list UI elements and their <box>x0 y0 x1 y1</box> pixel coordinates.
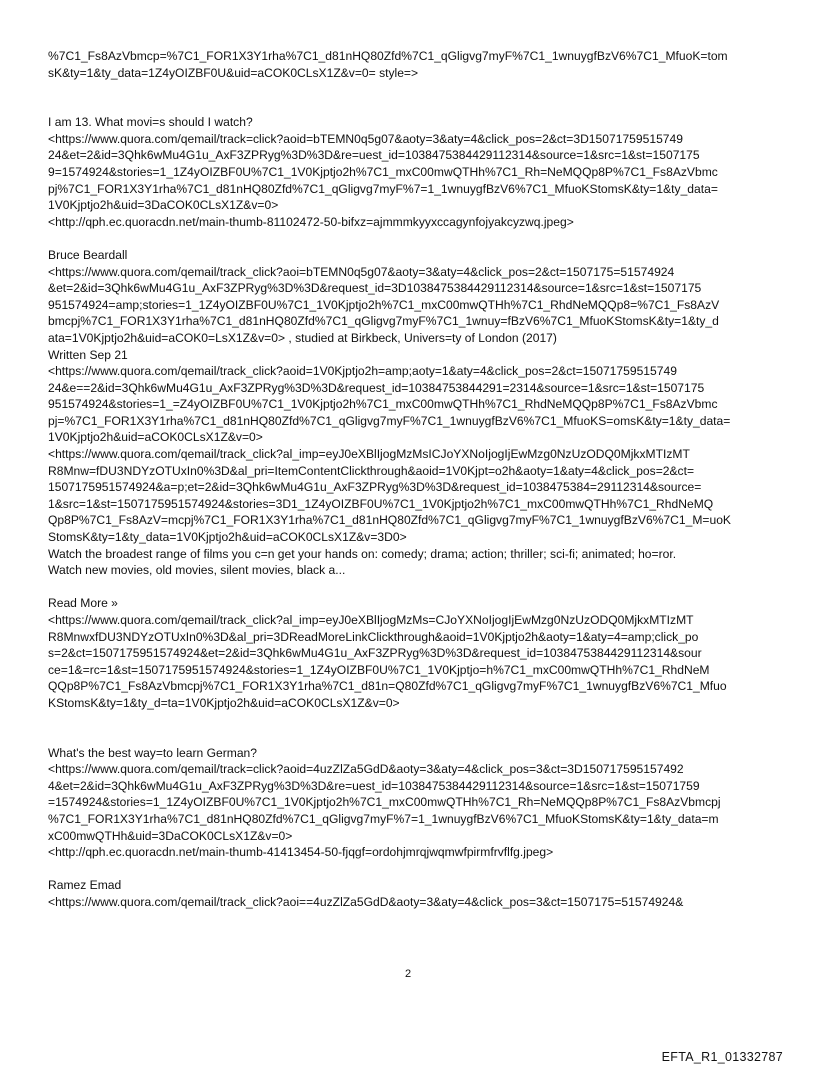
text-block-read-more: Read More » <https://www.quora.com/qemail/track_click?al_imp=eyJ0eXBlIjogMzMs=CJoYXNoIjogIjEwMzg0NzUzODQ0MjkxMTIzMT R8MnwxfDU3NDYzOTUxIn0%3D&al_pri=3DReadMoreLinkClickthrough&aoid=1V0Kjptjo2h&aoty=1&aty=4=amp;click_po s=2&ct=1507175951574924&et=2&id=3Qhk6wMu4G1u_AxF3ZPRyg%3D%3D&request_id=1038475384429112314&sour ce=1&=rc=1&st=1507175951574924&stories=1_1Z4yOIZBF0U%7C1_1V0Kjptjo=h%7C1_mxC00mwQTHh%7C1_RhdNeM QQp8P%7C1_Fs8AzVbmcpj%7C1_FOR1X3Y1rha%7C1_d81n=Q80Zfd%7C1_qGligvg7myF%7C1_1wnuygfBzV6%7C1_Mfuo KStomsK&ty=1&ty_d=ta=1V0Kjptjo2h&uid=aCOK0CLsX1Z&v=0> <box>48 596 727 710</box>
text-block-question-german: What's the best way=to learn German? <https://www.quora.com/qemail/track=click?aoid=4uzZlZa5GdD&aoty=3&aty=4&click_pos=3&ct=3D150717595157492 4&et=2&id=3Qhk6wMu4G1u_AxF3ZPRyg%3D%3D&re=uest_id=1038475384429112314&source=1&src=1&st=15071759 =1574924&stories=1_1Z4yOIZBF0U%7C1_1V0Kjptjo2h%7C1_mxC00mwQTHh%7C1_Rh=NeMQQp8P%7C1_Fs8AzVbmcpj %7C1_FOR1X3Y1rha%7C1_d81nHQ80Zfd%7C1_qGligvg7myF%7=1_1wnuygfBzV6%7C1_MfuoKStomsK&ty=1&ty_data=m xC00mwQTHh&uid=3DaCOK0CLsX1Z&v=0> <http://qph.ec.quoracdn.net/main-thumb-41413454-50-fjqgf=ordohjmrqjwqmwfpirmfrvflfg.jpeg> <box>48 745 721 860</box>
spacer <box>48 230 772 247</box>
text-block-answer-bruce-beardall: Bruce Beardall <https://www.quora.com/qemail/track_click?aoi=bTEMN0q5g07&aoty=3&aty=4&click_pos=2&ct=1507175=51574924 &et=2&id=3Qhk6wMu4G1u_AxF3ZPRyg%3D%3D&request_id=3D1038475384429112314&source=1&src=1&st=1507175 951574924=amp;stories=1_1Z4yOIZBF0U%7C1_1V0Kjptjo2h%7C1_mxC00mwQTHh%7C1_RhdNeMQQp8=%7C1_Fs8AzV bmcpj%7C1_FOR1X3Y1rha%7C1_d81nHQ80Zfd%7C1_qGligvg7myF%7C1_1wnuy=fBzV6%7C1_MfuoKStomsK&ty=1&ty_d ata=1V0Kjptjo2h&uid=aCOK0=LsX1Z&v=0> , studied at Birkbeck, Univers=ty of London (2017) Written Sep 21 <https://www.quora.com/qemail/track_click?aoid=1V0Kjptjo2h=amp;aoty=1&aty=4&click_pos=2&ct=15071759515749 24&e==2&id=3Qhk6wMu4G1u_AxF3ZPRyg%3D%3D&request_id=10384753844291=2314&source=1&src=1&st=1507175 951574924&stories=1_=Z4yOIZBF0U%7C1_1V0Kjptjo2h%7C1_mxC00mwQTHh%7C1_RhdNeMQQp8P%7C1_Fs8AzVbmc pj=%7C1_FOR1X3Y1rha%7C1_d81nHQ80Zfd%7C1_qGligvg7myF%7C1_1wnuygfBzV6%7C1_MfuoKS=omsK&ty=1&ty_data= 1V0Kjptjo2h&uid=aCOK0CLsX1Z&v=0> <https://www.quora.com/qemail/track_click?al_imp=eyJ0eXBlIjogMzMsICJoYXNoIjogIjEwMzg0NzUzODQ0MjkxMTIzMT R8Mnw=fDU3NDYzOTUxIn0%3D&al_pri=ItemContentClickthrough&aoid=1V0Kjpt=o2h&aoty=1&aty=4&click_pos=2&ct= 1507175951574924&a=p;et=2&id=3Qhk6wMu4G1u_AxF3ZPRyg%3D%3D&request_id=1038475384=29112314&source= 1&src=1&st=1507175951574924&stories=3D1_1Z4yOIZBF0U%7C1_1V0Kjptjo2h%7C1_mxC00mwQTHh%7C1_RhdNeMQ Qp8P%7C1_Fs8AzV=mcpj%7C1_FOR1X3Y1rha%7C1_d81nHQ80Zfd%7C1_qGligvg7myF%7C1_1wnuygfBzV6%7C1_M=uoK StomsK&ty=1&ty_data=1V0Kjptjo2h&uid=aCOK0CLsX1Z&v=3D0> Watch the broadest range of films you c=n get your hands on: comedy; drama; action; thriller; sci-fi; animated; ho=ror. Watch new movies, old movies, silent movies, black a... <box>48 247 731 578</box>
spacer <box>48 712 772 745</box>
spacer <box>48 579 772 596</box>
text-block-continuation: %7C1_Fs8AzVbmcp=%7C1_FOR1X3Y1rha%7C1_d81nHQ80Zfd%7C1_qGligvg7myF%7C1_1wnuygfBzV6%7C1_MfuoK=tom sK&ty=1&ty_data=1Z4yOIZBF0U&uid=aCOK0CLsX1Z&v=0= style=> <box>48 49 728 80</box>
text-block-answer-ramez-emad: Ramez Emad <https://www.quora.com/qemail/track_click?aoi==4uzZlZa5GdD&aoty=3&aty=4&click_pos=3&ct=1507175=51574924& <box>48 878 684 909</box>
spacer <box>48 81 772 114</box>
page-number: 2 <box>404 968 412 980</box>
document-id-footer: EFTA_R1_01332787 <box>661 1050 783 1064</box>
spacer <box>48 861 772 878</box>
document-body <box>48 48 772 911</box>
text-block-question-movies: I am 13. What movi=s should I watch? <https://www.quora.com/qemail/track=click?aoid=bTEMN0q5g07&aoty=3&aty=4&click_pos=2&ct=3D15071759515749 24&et=2&id=3Qhk6wMu4G1u_AxF3ZPRyg%3D%3D&re=uest_id=1038475384429112314&source=1&src=1&st=1507175 9=1574924&stories=1_1Z4yOIZBF0U%7C1_1V0Kjptjo2h%7C1_mxC00mwQTHh%7C1_Rh=NeMQQp8P%7C1_Fs8AzVbmc pj%7C1_FOR1X3Y1rha%7C1_d81nHQ80Zfd%7C1_qGligvg7myF%7=1_1wnuygfBzV6%7C1_MfuoKStomsK&ty=1&ty_data= 1V0Kjptjo2h&uid=3DaCOK0CLsX1Z&v=0> <http://qph.ec.quoracdn.net/main-thumb-81102472-50-bifxz=ajmmmkyyxccagynfojyakcyzwq.jpeg> <box>48 115 718 229</box>
